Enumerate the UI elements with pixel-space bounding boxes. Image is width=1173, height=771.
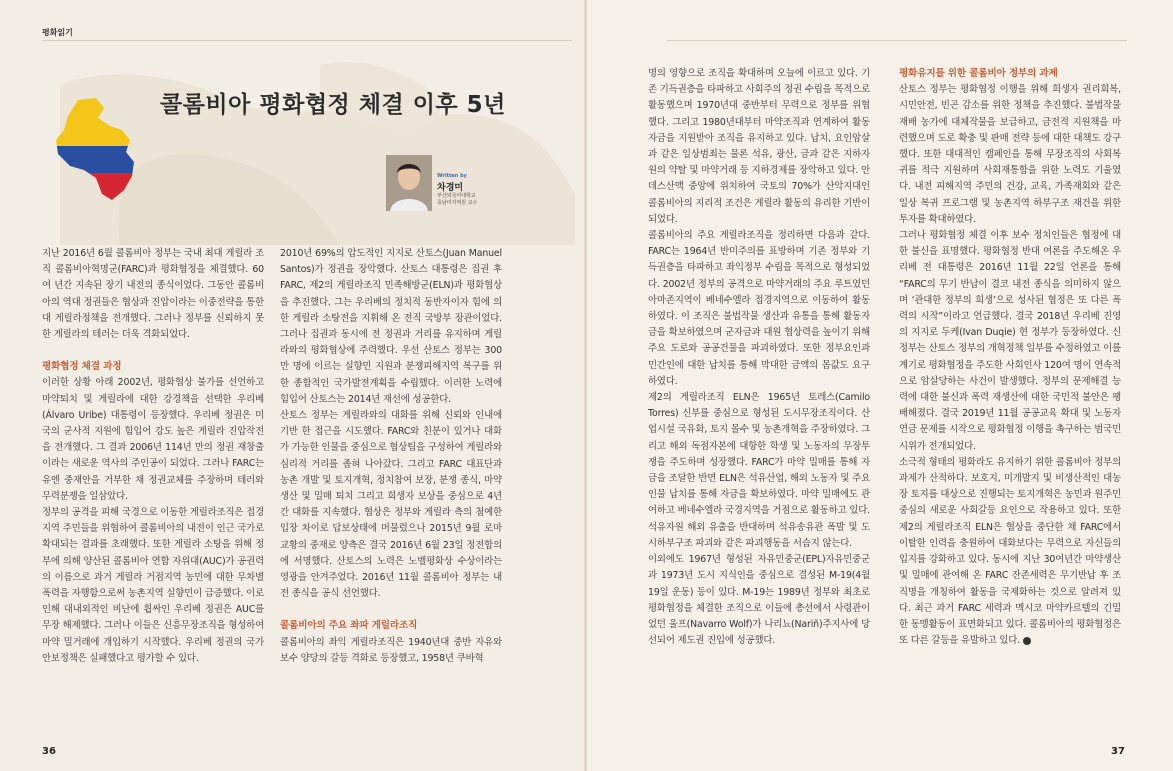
section-heading: 평화유지를 위한 콜롬비아 정부의 과제 bbox=[899, 68, 1058, 79]
author-photo bbox=[386, 155, 432, 211]
author-affiliation-1: 부산외국어대학교 bbox=[437, 193, 476, 199]
written-by-label: Written by bbox=[437, 173, 467, 179]
right-column-1 bbox=[648, 66, 870, 649]
paragraph: 제2의 게릴라조직 ELN은 1965년 토레스(Camilo Torres) 신부를 중심으로 형성된 도시무장조직이다. 산업시설 국유화, 토지 몰수 및 농촌개혁을 주장하였다. 그리고 해외 독점자본에 대항한 학생 및 노동자의 무장투쟁을 주도하며 성장했다. FARC가 마약 밀매를 통해 자금을 조달한 반면 ELN은 석유산업, 해외 노동자 및 주요인물 납치를 통해 자금을 확보하였다. 마약 밀매에도 관여하고 베네수엘라 국경지역을 거점으로 활동하고 있다. 석유자원 해외 유출을 반대하며 석유송유관 폭발 및 도시하부구조 파괴와 같은 파괴행동을 서슴지 않는다. bbox=[648, 392, 870, 549]
left-column-2 bbox=[280, 246, 502, 667]
paragraph: 콜롬비아의 좌익 게릴라조직은 1940년대 중반 자유와 보수 양당의 갈등 격화로 등장했고, 1958년 쿠바혁 bbox=[280, 636, 502, 664]
paragraph: 콜롬비아의 주요 게릴라조직을 정리하면 다음과 같다. FARC는 1964년 반미주의를 표방하며 기존 정부와 기득권층을 타파하고 좌익정부 수립을 목적으로 형성되었다. 2002년 정부의 공격으로 마약거래의 주요 루트였던 아마존지역이 베네수엘라 접경지역으로 이동하여 활동하였다. 이 조직은 불법작물 생산과 유통을 통해 활동자금을 확보하였으며 군자금과 대원 협상력을 높이기 위해 주요 도로와 공공건물을 파괴하였다. 또한 정부요인과 민간인에 대한 납치를 통해 막대한 금액의 몸값도 요구하였다. bbox=[648, 230, 870, 387]
left-page bbox=[0, 0, 586, 771]
author-info bbox=[437, 173, 477, 207]
author-name: 차경미 bbox=[437, 183, 464, 193]
paragraph: 그러나 평화협정 체결 이후 보수 정치인들은 협정에 대한 불신을 표명했다. 평화협정 반대 여론을 주도해온 우리베 전 대통령은 2016년 11월 22일 언론을 통해 “FARC의 무기 반납이 결코 내전 종식을 의미하지 않으며 ‘관대한 정부의 희생’으로 성사된 협정은 또 다른 폭력의 시작”이라고 언급했다. 결국 2018년 우리베 진영의 지지로 두케(Ivan Duqie) 현 정부가 등장하였다. 신정부는 산토스 정부의 개혁정책 일부를 수정하였고 이를 계기로 평화협정을 주도한 사회인사 120여 명이 연속적으로 암살당하는 사건이 발생했다. 정부의 문제해결 능력에 대한 불신과 폭력 재생산에 대한 국민적 불안은 팽배해졌다. 결국 2019년 11월 공공교육 확대 및 노동자 연금 문제를 시작으로 평화협정 이행을 촉구하는 범국민 시위가 전개되었다. bbox=[899, 230, 1121, 452]
page-number-right: 37 bbox=[1111, 746, 1125, 757]
paragraph bbox=[899, 455, 1121, 649]
paragraph: 명의 영향으로 조직을 확대하며 오늘에 이르고 있다. 기존 기득권층을 타파하고 사회주의 정권 수립을 목적으로 활동했으며 1970년대 중반부터 무력으로 정부를 위협했다. 그리고 1980년대부터 마약조직과 연계하여 활동자금을 지원받아 조직을 유지하고 있다. 납치, 요인암살과 같은 일상범죄는 물론 석유, 광산, 금과 같은 지하자원의 약탈 및 마약거래 등 지하경제를 장악하고 있다. 안데스산맥 중앙에 위치하여 국토의 70%가 산악지대인 콜롬비아의 지리적 조건은 게릴라 활동의 유리한 기반이 되었다. bbox=[648, 68, 870, 225]
top-rule bbox=[42, 40, 572, 41]
paragraph: 지난 2016년 6월 콜롬비아 정부는 국내 최대 게릴라 조직 콜롬비아혁명군(FARC)과 평화협정을 체결했다. 60여 년간 지속된 장기 내전의 종식이었다. 그동안 콜롬비아의 역대 정권들은 협상과 진압이라는 이중전략을 통한 대 게릴라정책을 전개했다. 그러나 정부를 신뢰하지 못한 게릴라의 테러는 더욱 격화되었다. bbox=[42, 248, 264, 341]
section-heading: 평화협정 체결 과정 bbox=[42, 361, 122, 373]
paragraph: 산토스 정부는 평화협정 이행을 위해 희생자 권리회복, 시민안전, 빈곤 감소를 위한 정책을 추진했다. 불법작물재배 농가에 대체작물을 보급하고, 금전적 지원책을 마련했으며 도로 확충 및 판매 전략 등에 대한 대책도 강구했다. 또한 대대적인 캠페인을 통해 무장조직의 사회복귀를 적극 지원하며 사회재통합을 위한 노력도 기울였다. 내전 피해지역 주민의 건강, 교육, 가족재회와 같은 일상 복귀 프로그램 및 농촌지역 하부구조 재건을 위한 투자를 확대하였다. bbox=[899, 84, 1121, 225]
end-of-article-icon bbox=[1023, 637, 1031, 645]
section-tag: 평화읽기 bbox=[42, 28, 73, 37]
paragraph: 이외에도 1967년 형성된 자유민중군(EPL)자유민중군과 1973년 도시 지식인을 중심으로 결성된 M-19(4월 19일 운동) 등이 있다. M-19는 1989년 정부와 최초로 평화협정을 체결한 조직으로 이들에 총선에서 사령관이었던 울프(Navarro Wolf)가 나리뇨(Nariñ)주지사에 당선되어 제도권 진입에 성공했다. bbox=[648, 554, 870, 647]
right-page bbox=[587, 0, 1173, 771]
left-column-1 bbox=[42, 246, 264, 667]
paragraph: 산토스 정부는 게릴라와의 대화를 위해 신뢰와 인내에 기반 한 접근을 시도했다. FARC와 친분이 있거나 대화가 가능한 인물을 중심으로 협상팀을 구성하여 게릴라와 심리적 거리를 좁혀 나아갔다. 그리고 FARC 대표단과 농촌 개발 및 토지개혁, 정치참여 보장, 분쟁 종식, 마약 생산 및 밀매 퇴치 그리고 희생자 보상을 중심으로 4년간 대화를 지속했다. 협상은 정부와 게릴라 측의 첨예한 입장 차이로 답보상태에 머물렀으나 2015년 9월 로마 교황의 중재로 양측은 결국 2016년 6월 23일 정전합의에 서명했다. 산토스의 노력은 노벨평화상 수상이라는 영광을 안겨주었다. 2016년 11월 콜롬비아 정부는 내전 종식을 공식 선언했다. bbox=[280, 410, 502, 600]
paragraph: 정부의 공격을 피해 국경으로 이동한 게릴라조직은 접경지역 주민들을 위협하여 콜롬비아의 내전이 인근 국가로 확대되는 결과를 초래했다. 또한 게릴라 소탕을 위해 정부에 의해 양산된 콜롬비아 연합 자위대(AUC)가 공권력의 이름으로 과거 게릴라 거점지역 농민에 대한 무차별 폭력을 자행함으로써 농촌지역 실향민이 급증했다. 이로 인해 대내외적인 비난에 휩싸인 우리베 정권은 AUC를 무장 해제했다. 그러나 이들은 신흥무장조직을 형성하여 마약 밀거래에 개입하기 시작했다. 우리베 정권의 국가안보정책은 실패했다고 평가할 수 있다. bbox=[42, 507, 264, 664]
right-column-2 bbox=[899, 66, 1121, 649]
paragraph: 이러한 상황 아래 2002년, 평화협상 불가를 선언하고 마약퇴치 및 게릴라에 대한 강경책을 선택한 우리베(Álvaro Uribe) 대통령이 등장했다. 우리베 정권은 미국의 군사적 지원에 힘입어 강도 높은 게릴라 진압작전을 전개했다. 그 결과 2006년 114년 만의 정권 재창출이라는 새로운 역사의 주인공이 되었다. 그러나 FARC는 유엔 중재안을 거부한 채 정권교체를 주장하며 테러와 무력분쟁을 일삼았다. bbox=[42, 377, 264, 502]
article-title: 콜롬비아 평화협정 체결 이후 5년 bbox=[160, 92, 506, 118]
author-affiliation-2: 중남미지역원 교수 bbox=[437, 200, 478, 206]
top-rule bbox=[667, 40, 1127, 41]
paragraph: 2010년 69%의 압도적인 지지로 산토스(Juan Manuel Santos)가 정권을 장악했다. 산토스 대통령은 집권 후 FARC, 제2의 게릴라조직 민족해방군(ELN)과 평화협상을 추진했다. 그는 우리베의 정치적 동반자이자 힘에 의한 게릴라 소탕전을 지휘해 온 전직 국방부 장관이었다. 그러나 집권과 동시에 전 정권과 거리를 유지하며 게릴라와의 평화협상에 주력했다. 우선 산토스 정부는 300만 명에 이르는 실향민 지원과 분쟁피해지역 복구를 위한 종합적인 국가발전계획을 수립했다. 이러한 노력에 힘입어 산토스는 2014년 재선에 성공한다. bbox=[280, 248, 502, 405]
colombia-flag-map-icon bbox=[48, 96, 140, 204]
section-heading: 콜롬비아의 주요 좌파 게릴라조직 bbox=[280, 620, 418, 632]
page-number-left: 36 bbox=[42, 746, 56, 757]
paragraph-text: 소극적 형태의 평화라도 유지하기 위한 콜롬비아 정부의 과제가 산적하다. 보호지, 미개발지 및 비생산적인 대농장 토지를 대상으로 진행되는 토지개혁은 농민과 원주민 중심의 새로운 사회갈등 요인으로 작용하고 있다. 또한 제2의 게릴라조직 ELN은 협상을 중단한 채 FARC에서 이탈한 인력을 충원하여 대화보다는 무력으로 자신들의 입지를 강화하고 있다. 동시에 지난 30여년간 마약생산 및 밀매에 관여해 온 FARC 잔존세력은 무기반납 후 조직명을 개칭하여 활동을 국제화하는 것으로 알려져 있다. 최근 과거 FARC 세력과 멕시코 마약카르텔의 긴밀한 동맹활동이 표면화되고 있다. 콜롬비아의 평화협정은 또 다른 갈등을 유발하고 있다. bbox=[899, 456, 1121, 647]
